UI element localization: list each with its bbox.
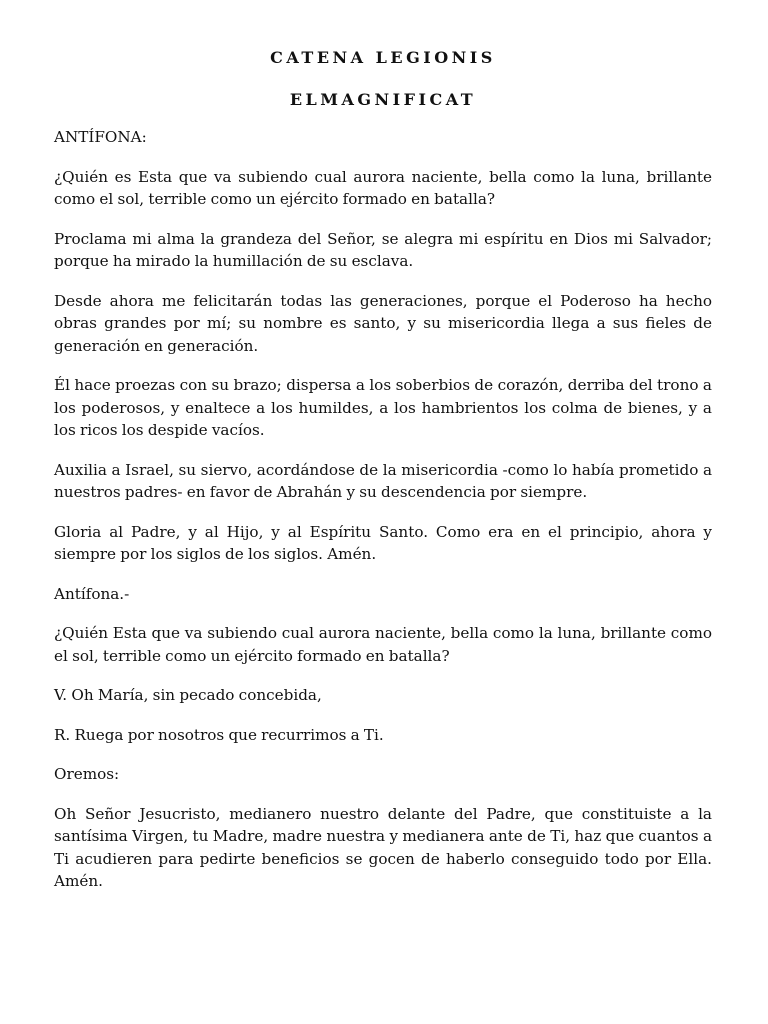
antiphon-text: ¿Quién es Esta que va subiendo cual aurora naciente, bella como la luna, brillante como el sol, terrible como un ejército formado en batalla? (54, 167, 712, 208)
magnificat-verse-2: Desde ahora me felicitarán todas las generaciones, porque el Poderoso ha hecho obras grandes por mí; su nombre es santo, y su misericordia llega a sus fieles de generación en generación. (54, 291, 712, 355)
closing-prayer: Oh Señor Jesucristo, medianero nuestro delante del Padre, que constituiste a la santísima Virgen, tu Madre, madre nuestra y medianera ante de Ti, haz que cuantos a Ti acudieren para pedirte beneficios se gocen de haberlo conseguido todo por Ella. Amén. (54, 804, 712, 890)
antiphon-repeat-text: ¿Quién Esta que va subiendo cual aurora naciente, bella como la luna, brillante como el sol, terrible como un ejército formado en batalla? (54, 624, 712, 665)
magnificat-verse-4: Auxilia a Israel, su siervo, acordándose de la misericordia -como lo había prometido a nuestros padres- en favor de Abrahán y su descendencia por siempre. (54, 460, 712, 501)
document-subtitle: ELMAGNIFICAT (289, 90, 477, 109)
gloria-patri: Gloria al Padre, y al Hijo, y al Espíritu Santo. Como era en el principio, ahora y siempre por los siglos de los siglos. Amén. (54, 522, 712, 563)
antiphon-heading: ANTÍFONA: (54, 128, 147, 146)
magnificat-verse-1: Proclama mi alma la grandeza del Señor, se alegra mi espíritu en Dios mi Salvador; porque ha mirado la humillación de su esclava. (54, 229, 712, 270)
document-title: CATENA LEGIONIS (270, 48, 496, 67)
document-body (54, 126, 712, 910)
magnificat-verse-3: Él hace proezas con su brazo; dispersa a los soberbios de corazón, derriba del trono a los poderosos, y enaltece a los humildes, a los hambrientos los colma de bienes, y a los ricos los despide vacíos. (54, 376, 712, 439)
antiphon-repeat-heading: Antífona.- (54, 584, 130, 603)
response: R. Ruega por nosotros que recurrimos a Ti. (54, 725, 384, 744)
versicle: V. Oh María, sin pecado concebida, (54, 686, 322, 704)
oremus-heading: Oremos: (54, 765, 120, 783)
